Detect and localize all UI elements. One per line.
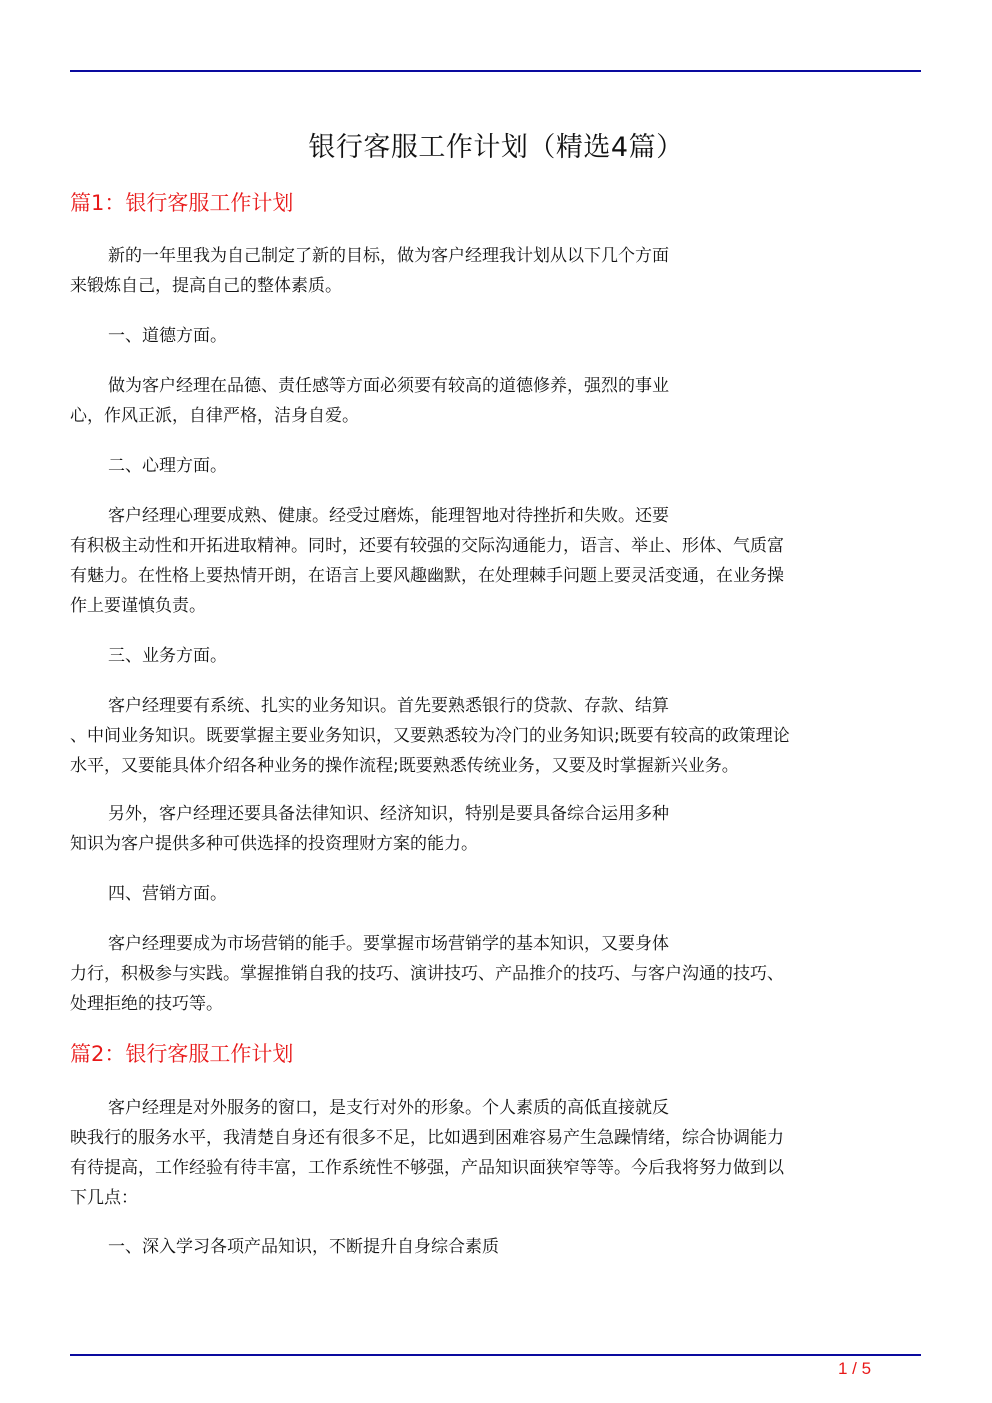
paragraph <box>70 799 920 859</box>
subheading-business <box>70 641 920 671</box>
paragraph <box>70 371 920 431</box>
paragraph-line: 客户经理心理要成熟、健康。经受过磨炼，能理智地对待挫折和失败。还要 <box>108 506 669 526</box>
section-heading-2: 篇2：银行客服工作计划 <box>70 1042 294 1066</box>
paragraph-line: 一、道德方面。 <box>108 326 227 346</box>
paragraph <box>70 1093 920 1213</box>
subheading-morality <box>70 321 920 351</box>
paragraph-line: 有魅力。在性格上要热情开朗，在语言上要风趣幽默，在处理棘手问题上要灵活变通，在业务操 <box>70 566 784 586</box>
paragraph <box>70 501 920 621</box>
paragraph <box>70 691 920 781</box>
paragraph-line: 新的一年里我为自己制定了新的目标，做为客户经理我计划从以下几个方面 <box>108 246 669 266</box>
paragraph-line: 另外，客户经理还要具备法律知识、经济知识，特别是要具备综合运用多种 <box>108 804 669 824</box>
paragraph-line: 做为客户经理在品德、责任感等方面必须要有较高的道德修养，强烈的事业 <box>108 376 669 396</box>
paragraph-line: 心，作风正派，自律严格，洁身自爱。 <box>70 406 359 426</box>
section-heading-1: 篇1：银行客服工作计划 <box>70 191 294 215</box>
paragraph-line: 映我行的服务水平，我清楚自身还有很多不足，比如遇到困难容易产生急躁情绪，综合协调能力 <box>70 1128 784 1148</box>
paragraph-line: 有积极主动性和开拓进取精神。同时，还要有较强的交际沟通能力，语言、举止、形体、气质富 <box>70 536 784 556</box>
subheading-product-knowledge <box>70 1232 920 1262</box>
paragraph-line: 下几点： <box>70 1188 138 1208</box>
paragraph-line: 、中间业务知识。既要掌握主要业务知识，又要熟悉较为冷门的业务知识;既要有较高的政策理论 <box>70 726 790 746</box>
subheading-psychology <box>70 451 920 481</box>
paragraph-line: 来锻炼自己，提高自己的整体素质。 <box>70 276 342 296</box>
paragraph <box>70 929 920 1019</box>
paragraph-line: 作上要谨慎负责。 <box>70 596 206 616</box>
page-number: 1 / 5 <box>838 1359 872 1378</box>
paragraph-line: 处理拒绝的技巧等。 <box>70 994 223 1014</box>
paragraph-line: 二、心理方面。 <box>108 456 227 476</box>
paragraph-line: 三、业务方面。 <box>108 646 227 666</box>
paragraph <box>70 241 920 301</box>
paragraph-line: 客户经理是对外服务的窗口，是支行对外的形象。个人素质的高低直接就反 <box>108 1098 669 1118</box>
paragraph-line: 客户经理要成为市场营销的能手。要掌握市场营销学的基本知识，又要身体 <box>108 934 669 954</box>
paragraph-line: 四、营销方面。 <box>108 884 227 904</box>
paragraph-line: 客户经理要有系统、扎实的业务知识。首先要熟悉银行的贷款、存款、结算 <box>108 696 669 716</box>
header-rule <box>70 70 921 72</box>
document-title: 银行客服工作计划（精选4篇） <box>308 132 684 163</box>
subheading-marketing <box>70 879 920 909</box>
footer-rule <box>70 1354 921 1356</box>
paragraph-line: 有待提高，工作经验有待丰富，工作系统性不够强，产品知识面狭窄等等。今后我将努力做到以 <box>70 1158 784 1178</box>
paragraph-line: 水平，又要能具体介绍各种业务的操作流程;既要熟悉传统业务，又要及时掌握新兴业务。 <box>70 756 739 776</box>
paragraph-line: 力行，积极参与实践。掌握推销自我的技巧、演讲技巧、产品推介的技巧、与客户沟通的技巧、 <box>70 964 784 984</box>
paragraph-line: 知识为客户提供多种可供选择的投资理财方案的能力。 <box>70 834 478 854</box>
paragraph-line: 一、深入学习各项产品知识，不断提升自身综合素质 <box>108 1237 499 1257</box>
